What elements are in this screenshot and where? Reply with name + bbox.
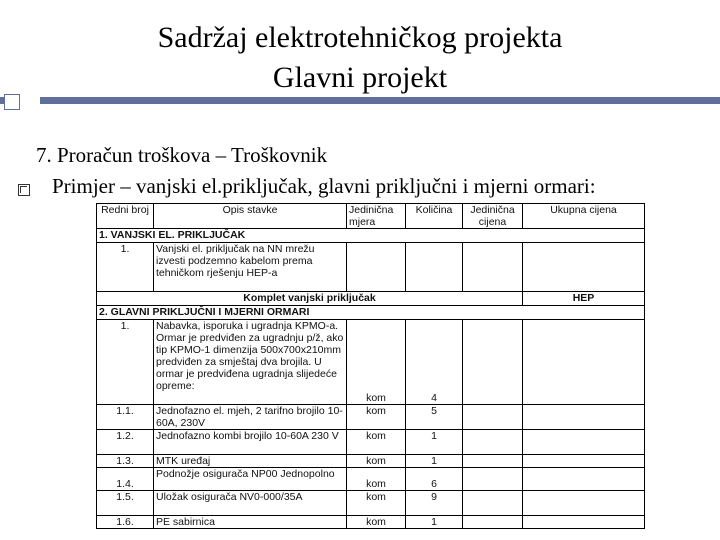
komplet-label: Komplet vanjski priključak <box>97 292 523 306</box>
row-number: 1. <box>97 320 154 405</box>
row-qty: 1 <box>406 516 463 529</box>
row-description: Podnožje osigurača NP00 Jednopolno <box>154 468 347 491</box>
table-row <box>97 320 645 405</box>
table-row <box>97 243 645 292</box>
row-unit: kom <box>347 468 406 491</box>
header-cell: Jedinična cijena <box>463 204 523 229</box>
table-row <box>97 516 645 529</box>
section-title: 1. VANJSKI EL. PRIKLJUČAK <box>97 229 645 243</box>
slide-title <box>0 18 720 98</box>
row-qty: 1 <box>406 455 463 468</box>
row-unit: kom <box>347 405 406 430</box>
section-row <box>97 306 645 320</box>
row-unit: kom <box>347 320 406 405</box>
title-line-2: Glavni projekt <box>272 61 448 94</box>
row-description: Jednofazno el. mjeh, 2 tarifno brojilo 10-60A, 230V <box>154 405 347 430</box>
row-number: 1.3. <box>97 455 154 468</box>
header-cell: Jedinična mjera <box>347 204 406 229</box>
row-qty: 4 <box>406 320 463 405</box>
table-row <box>97 455 645 468</box>
row-description: Vanjski el. priključak na NN mrežu izvesti podzemno kabelom prema tehničkom rješenju HEP-a <box>154 243 347 292</box>
row-description: Uložak osigurača NV0-000/35A <box>154 491 347 516</box>
section-heading: 7. Proračun troškova – Troškovnik <box>36 143 328 167</box>
cost-table <box>96 203 645 529</box>
row-description: PE sabirnica <box>154 516 347 529</box>
section-row <box>97 229 645 243</box>
bullet-text: Primjer – vanjski el.priključak, glavni priključni i mjerni ormari: <box>52 174 596 198</box>
title-divider <box>40 97 720 104</box>
row-qty: 6 <box>406 468 463 491</box>
header-cell: Količina <box>406 204 463 229</box>
bullet-square-icon <box>18 184 30 196</box>
row-number: 1. <box>97 243 154 292</box>
header-cell: Redni broj <box>97 204 154 229</box>
row-qty: 5 <box>406 405 463 430</box>
title-line-1: Sadržaj elektrotehničkog projekta <box>157 21 563 54</box>
section-title: 2. GLAVNI PRIKLJUČNI I MJERNI ORMARI <box>97 306 645 320</box>
row-description: Nabavka, isporuka i ugradnja KPMO-a. Ormar je predviđen za ugradnju p/ž, ako tip KPMO-1 dimenzija 500x700x210mm predviđen za smještaj dva brojila. U ormar je predviđena ugradnja slijedeće opreme: <box>154 320 347 405</box>
divider-square-icon <box>4 94 20 110</box>
table-row <box>97 491 645 516</box>
row-unit: kom <box>347 516 406 529</box>
row-number: 1.6. <box>97 516 154 529</box>
row-number: 1.1. <box>97 405 154 430</box>
row-description: Jednofazno kombi brojilo 10-60A 230 V <box>154 430 347 455</box>
row-unit: kom <box>347 430 406 455</box>
table-row <box>97 468 645 491</box>
row-unit: kom <box>347 491 406 516</box>
row-number: 1.5. <box>97 491 154 516</box>
header-cell: Opis stavke <box>154 204 347 229</box>
row-number: 1.4. <box>97 468 154 491</box>
komplet-value: HEP <box>523 292 645 306</box>
row-qty: 1 <box>406 430 463 455</box>
header-cell: Ukupna cijena <box>523 204 645 229</box>
row-unit: kom <box>347 455 406 468</box>
komplet-row <box>97 292 645 306</box>
table-header-row <box>97 204 645 229</box>
table-row <box>97 430 645 455</box>
row-number: 1.2. <box>97 430 154 455</box>
row-description: MTK uređaj <box>154 455 347 468</box>
table-row <box>97 405 645 430</box>
row-qty: 9 <box>406 491 463 516</box>
